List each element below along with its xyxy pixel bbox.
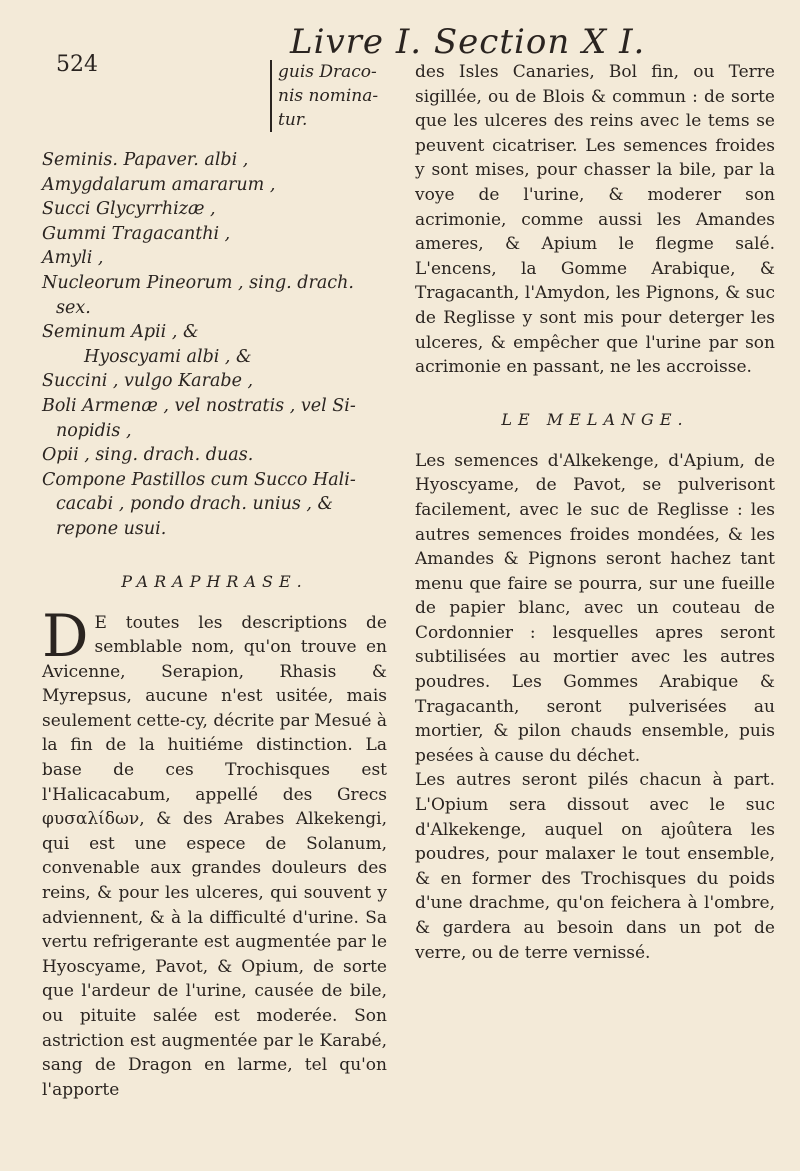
- bracket-line: nis nomina-: [278, 86, 379, 106]
- ingredient-line: sex.: [56, 297, 91, 318]
- ingredient-line: Succini , vulgo Karabe ,: [42, 371, 254, 392]
- ingredient-line: Seminis. Papaver. albi ,: [42, 150, 249, 170]
- paraphrase-paragraph: [42, 601, 387, 1103]
- melange-text: Les semences d'Alkekenge, d'Apium, de Hyoscyame, de Pavot, se pulverisont facilement, avec le suc de Reglisse : les autres semences froides mondées, & les Amandes & Pignons seront hachez tant menu que faire se pourra, sur une fueille de papier blanc, avec un couteau de Cordonnier : lesquelles apres seront subtilisées au mortier avec les autres poudres. Les Gommes Arabique & Tragacanth, seront pulverisées au mortier, & pilon chauds ensemble, puis pesées à cause du déchet.: [415, 450, 775, 766]
- bracketed-note: [270, 60, 388, 132]
- ingredient-line: Amyli ,: [42, 248, 104, 269]
- bracket-line: tur.: [278, 110, 308, 130]
- paraphrase-text: E toutes les descriptions de semblable nom, qu'on trouve en Avicenne, Serapion, Rhasis & Myrepsus, aucune n'est usitée, mais seulement cette-cy, décrite par Mesué à la fin de la huitiéme distinction. La base de ces Trochisques est l'Halicacabum, appellé des Grecs φυσαλίδων, & des Arabes Alkekengi, qui est une espece de Solanum, convenable aux grandes douleurs des reins, & pour les ulceres, qui souvent y adviennent, & à la difficulté d'urine. Sa vertu refrigerante est augmentée par le Hyoscyame, Pavot, & Opium, de sorte que l'ardeur de l'urine, causée de bile, ou pituite salée est moderée. Son astriction est augmentée par le Karabé, sang de Dragon en larme, tel qu'on l'apporte: [42, 612, 387, 1100]
- ingredient-line: Nucleorum Pineorum , sing. drach.: [42, 272, 354, 293]
- left-column: [42, 60, 387, 1102]
- ingredient-line: Compone Pastillos cum Succo Hali-: [42, 469, 356, 490]
- right-column: [415, 60, 775, 965]
- ingredient-line: Seminum Apii , &: [42, 322, 199, 343]
- bracket-line: guis Draco-: [278, 62, 377, 82]
- ingredient-line: Amygdalarum amararum ,: [42, 174, 276, 195]
- continuation-text: des Isles Canaries, Bol fin, ou Terre sigillée, ou de Blois & commun : de sorte que les ulceres des reins avec le tems se peuvent cicatriser. Les semences froides y sont mises, pour chasser la bile, par la voye de l'urine, & moderer son acrimonie, comme aussi les Amandes ameres, & Apium le flegme salé. L'encens, la Gomme Arabique, & Tragacanth, l'Amydon, les Pignons, & suc de Reglisse y sont mis pour deterger les ulceres, & empêcher que l'urine par son acrimonie en passant, ne les accroisse.: [415, 62, 775, 378]
- ingredient-line: Opii , sing. drach. duas.: [42, 445, 254, 466]
- melange-text-2: Les autres seront pilés chacun à part. L'Opium sera dissout avec le suc d'Alkekenge, auquel on ajoûtera les poudres, pour malaxer le tout ensemble, & en former des Trochisques du poids d'une drachme, qu'on feichera à l'ombre, & gardera au besoin dans un pot de verre, ou de terre vernissé.: [415, 770, 775, 963]
- ingredient-line: Gummi Tragacanthi ,: [42, 223, 231, 244]
- ingredient-line: Succi Glycyrrhizæ ,: [42, 199, 216, 220]
- continuation-paragraph: [415, 60, 775, 380]
- page-number: 524: [56, 52, 98, 77]
- ingredient-line: Hyoscyami albi , &: [84, 346, 252, 367]
- ingredient-line: cacabi , pondo drach. unius , &: [56, 494, 334, 515]
- ingredient-list: [42, 148, 387, 542]
- ingredient-line: repone usui.: [56, 518, 167, 539]
- running-head: Livre I. Section X I.: [290, 22, 646, 62]
- melange-paragraph: [415, 449, 775, 965]
- melange-heading: LE MELANGE.: [501, 409, 689, 429]
- ingredient-line: nopidis ,: [56, 420, 132, 441]
- ingredient-line: Boli Armenæ , vel nostratis , vel Si-: [42, 395, 356, 416]
- paraphrase-heading: PARAPHRASE.: [121, 571, 308, 591]
- drop-cap: D: [42, 601, 89, 670]
